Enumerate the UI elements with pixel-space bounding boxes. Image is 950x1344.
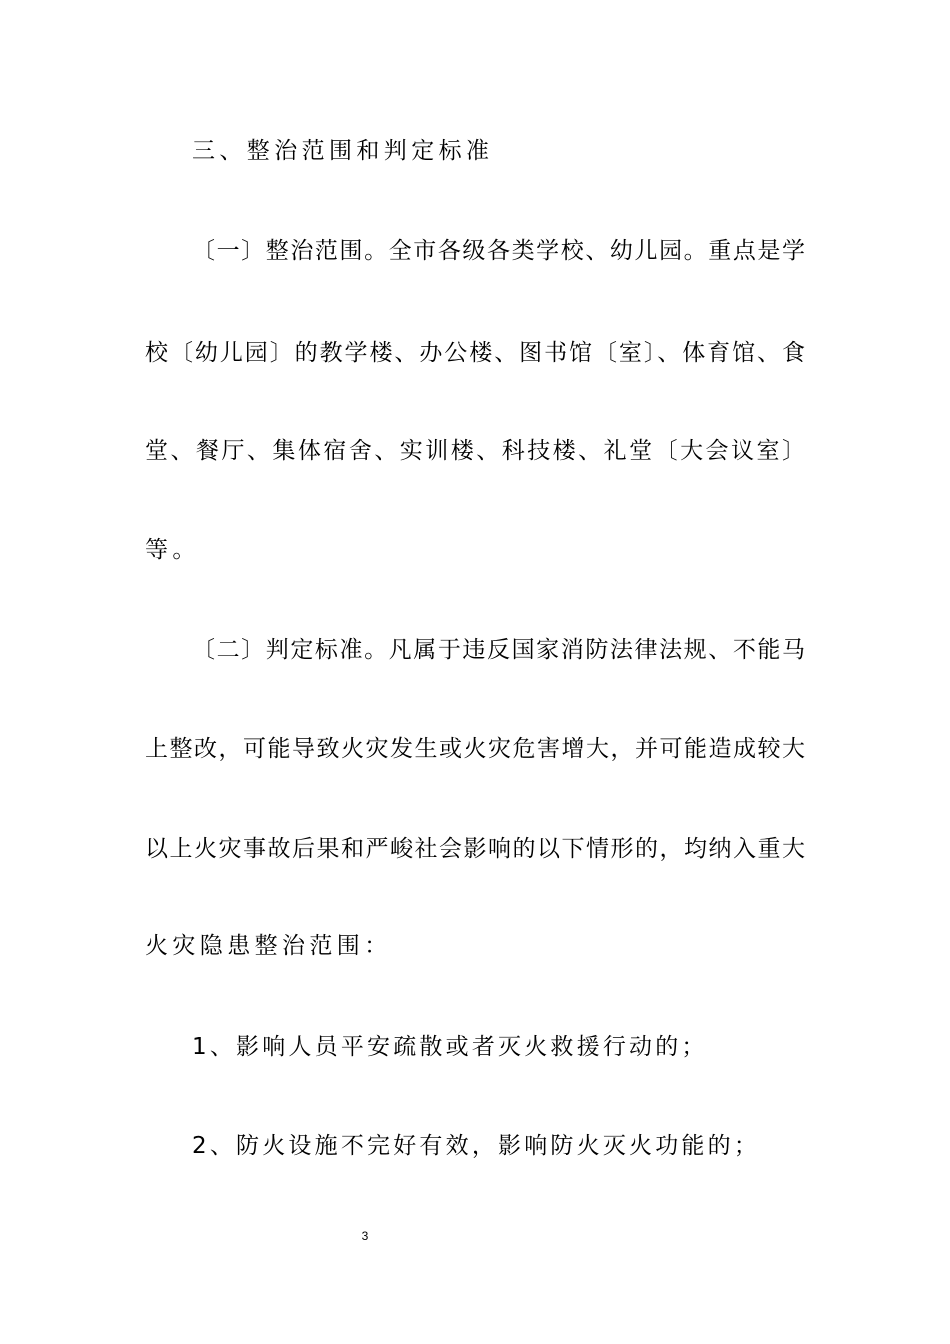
section-heading: 三、整治范围和判定标准	[192, 138, 494, 164]
list-item: 2、防火设施不完好有效，影响防火灭火功能的；	[192, 1133, 761, 1159]
page-number: 3	[361, 1229, 369, 1243]
paragraph-line: 等。	[145, 537, 200, 563]
paragraph-line: 堂、餐厅、集体宿舍、实训楼、科技楼、礼堂〔大会议室〕	[145, 438, 805, 464]
paragraph-line: 校〔幼儿园〕的教学楼、办公楼、图书馆〔室〕、体育馆、食	[145, 340, 805, 366]
paragraph-line: 火灾隐患整治范围：	[145, 933, 392, 959]
paragraph-line: 上整改，可能导致火灾发生或火灾危害增大，并可能造成较大	[145, 736, 805, 762]
paragraph-line: 以上火灾事故后果和严峻社会影响的以下情形的，均纳入重大	[145, 836, 805, 862]
paragraph-line: 〔二〕判定标准。凡属于违反国家消防法律法规、不能马	[192, 637, 805, 663]
list-item: 1、影响人员平安疏散或者灭火救援行动的；	[192, 1034, 708, 1060]
paragraph-line: 〔一〕整治范围。全市各级各类学校、幼儿园。重点是学	[192, 238, 805, 264]
